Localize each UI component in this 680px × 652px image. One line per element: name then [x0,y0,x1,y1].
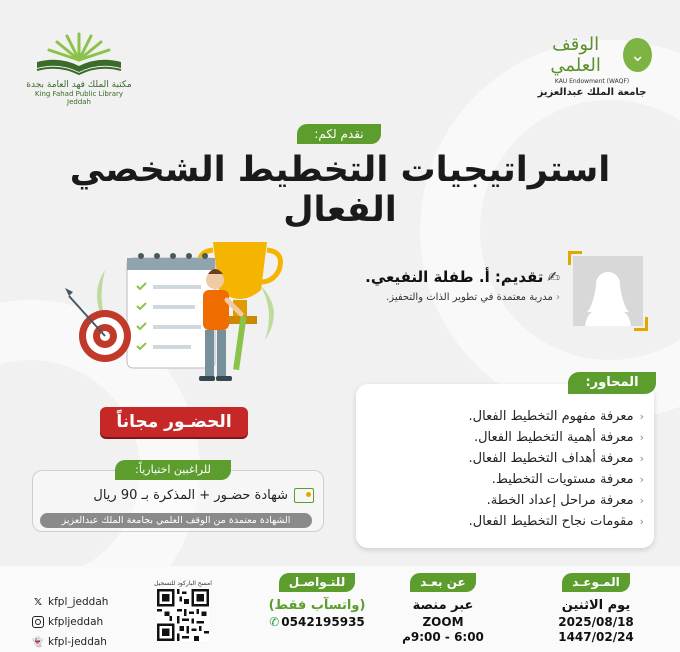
qr-caption: امسح الباركود للتسجيل [154,580,212,587]
list-item: ‹معرفة مفهوم التخطيط الفعال. [468,409,644,424]
social-links [32,592,142,652]
planning-illustration [55,230,285,390]
library-sun-book-icon [29,30,129,78]
snapchat-icon: 👻 [31,636,45,648]
waqf-mark-icon: ⌄ [623,38,652,72]
contact-tag: للتـواصـل [279,573,355,592]
waqf-name-ar: الوقف العلمي [550,34,601,76]
checklist-icon [127,253,215,368]
event-date-hijri: 1447/02/24 [558,630,634,644]
event-time: 6:00 - 9:00م [402,630,484,644]
library-name-ar: مكتبة الملك فهد العامة بجدة [26,80,132,90]
certificate-icon [294,488,314,503]
user-silhouette-icon [573,256,643,326]
event-date-gregorian: 2025/08/18 [558,615,634,629]
date-tag: المـوعـد [562,573,630,592]
free-attendance-badge: الحضـور مجاناً [100,407,248,437]
chevron-left-icon: ‹ [639,494,644,507]
chevron-left-icon: ‹ [639,431,644,444]
optional-offer [40,488,314,503]
instagram-icon [32,616,44,628]
list-item: ‹معرفة مراحل إعداد الخطة. [486,493,644,508]
waqf-name-en: KAU Endowment (WAQF) [554,78,630,85]
qr-code[interactable] [157,589,209,641]
pen-icon: ✍ [547,268,560,286]
optional-tag: للراغبين اختيارياً: [115,460,231,480]
library-logo [24,30,134,106]
chevron-left-icon: ‹ [639,410,644,423]
optional-offer-text: شهادة حضـور + المذكرة بـ 90 ريال [93,488,288,503]
list-item: ‹معرفة أهمية التخطيط الفعال. [473,430,644,445]
presenter-photo [568,251,648,331]
chevron-left-icon: ‹ [639,452,644,465]
presenter-info: ✍تقديم: أ. طفلة النفيعي. ‹ مدربة معتمدة في تطوير الذات والتحفيز. [365,268,560,303]
whatsapp-icon: ✆ [269,615,280,629]
presents-tag: نقدم لكم: [297,124,381,144]
presenter-name: تقديم: أ. طفلة النفيعي. [365,268,544,286]
avatar [573,256,643,326]
kau-name-ar: جامعة الملك عبدالعزيز [537,87,647,98]
list-item: ‹معرفة أهداف التخطيط الفعال. [468,451,644,466]
whatsapp-only-note: (واتسآب فقط) [268,598,366,613]
certificate-note: الشهادة معتمدة من الوقف العلمي بجامعة الملك عبدالعزيز [40,513,312,528]
library-name-en: King Fahad Public Library Jeddah [34,90,124,106]
waqf-logo [532,34,652,98]
contact-column [262,571,372,629]
event-title: استراتيجيات التخطيط الشخصي الفعال [69,150,611,230]
platform-name: ZOOM [422,615,464,629]
presenter-role: مدربة معتمدة في تطوير الذات والتحفيز. [386,292,553,303]
platform-label: عبر منصة [412,598,474,613]
list-item: ‹معرفة مستويات التخطيط. [491,472,644,487]
axes-list [384,406,644,532]
list-item: ‹مقومات نجاح التخطيط الفعال. [468,514,644,529]
qr-section [152,580,214,641]
event-day: يوم الاثنين [561,598,631,613]
chevron-left-icon: ‹ [639,515,644,528]
axes-tag: المحاور: [568,372,656,394]
social-x[interactable]: 𝕏 kfpl_jeddah [33,596,109,608]
date-column [546,571,646,644]
x-icon: 𝕏 [33,596,43,608]
remote-tag: عن بعـد [410,573,476,592]
social-instagram[interactable]: kfpljeddah [32,612,142,632]
chevron-left-icon: ‹ [639,473,644,486]
remote-column [398,571,488,644]
contact-phone[interactable]: 0542195935✆ [269,615,365,629]
social-snapchat[interactable]: 👻 kfpl-jeddah [31,636,107,648]
